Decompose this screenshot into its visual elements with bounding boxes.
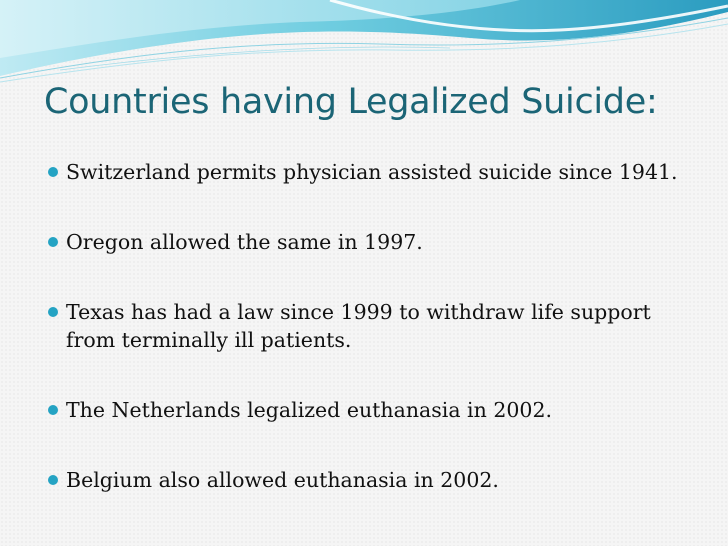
- bullet-text: Switzerland permits physician assisted suicide since 1941.: [66, 160, 678, 184]
- bullet-dot-icon: [48, 405, 58, 415]
- bullet-text: The Netherlands legalized euthanasia in 2002.: [66, 398, 553, 422]
- bullet-item: [48, 466, 688, 494]
- bullet-text: Belgium also allowed euthanasia in 2002.: [66, 468, 499, 492]
- bullet-dot-icon: [48, 237, 58, 247]
- bullet-text: Oregon allowed the same in 1997.: [66, 230, 423, 254]
- bullet-item: [48, 158, 688, 186]
- bullet-item: [48, 396, 688, 424]
- bullet-dot-icon: [48, 475, 58, 485]
- bullet-item: [48, 298, 688, 354]
- bullet-dot-icon: [48, 167, 58, 177]
- wave-banner-decoration: [0, 0, 728, 90]
- slide-title: Countries having Legalized Suicide:: [44, 82, 658, 122]
- bullet-item: [48, 228, 688, 256]
- bullet-dot-icon: [48, 307, 58, 317]
- bullet-text: Texas has had a law since 1999 to withdraw life support from terminally ill patients.: [66, 300, 651, 352]
